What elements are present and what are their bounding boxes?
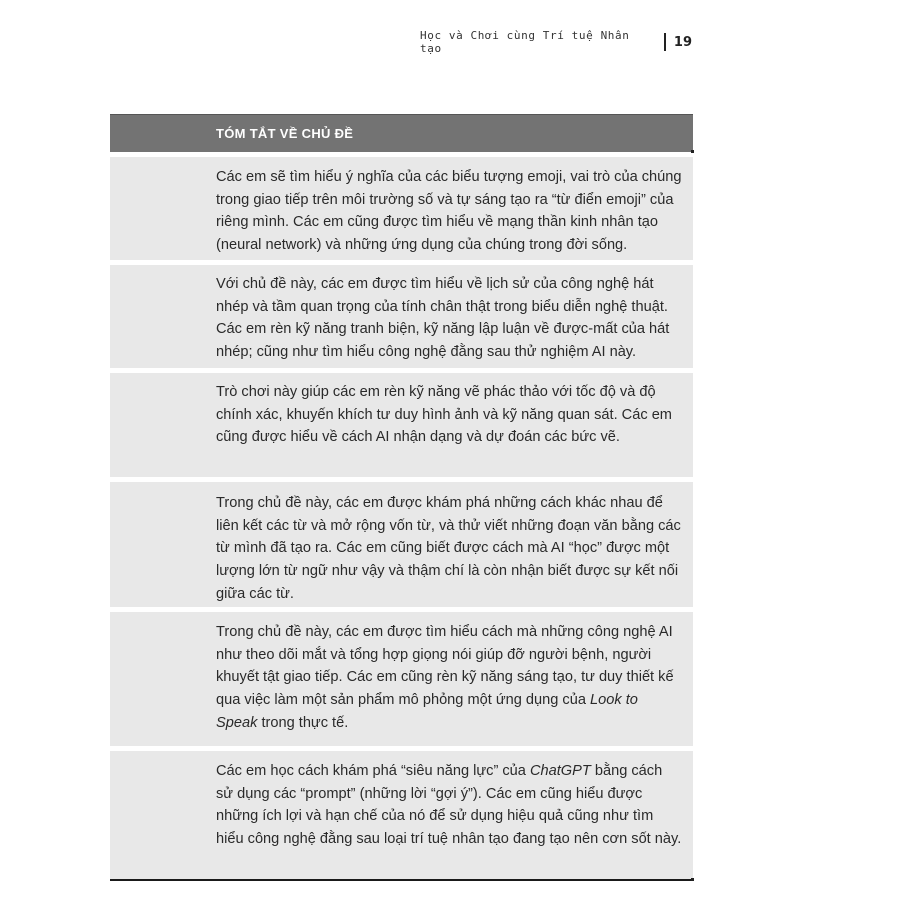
summary-row <box>110 751 693 879</box>
summary-row-text: Các em sẽ tìm hiểu ý nghĩa của các biểu tượng emoji, vai trò của chúng trong giao tiếp trên môi trường số và tự sáng tạo ra “từ điển emoji” của riêng mình. Các em cũng được tìm hiểu về mạng thần kinh nhân tạo (neural network) và những ứng dụng của chúng trong đời sống. <box>216 169 682 254</box>
summary-row <box>110 157 693 260</box>
header-corner-mark <box>691 150 694 153</box>
summary-row-text <box>216 760 683 851</box>
summary-row-text: Trong chủ đề này, các em được khám phá những cách khác nhau để liên kết các từ và mở rộng vốn từ, và thử viết những đoạn văn bằng các từ mình đã tạo ra. Các em cũng biết được cách mà AI “học” được một lượng lớn từ ngữ như vậy và thậm chí là còn nhận biết được sự kết nối giữa các từ. <box>216 495 681 602</box>
table-header <box>110 114 693 152</box>
table-header-title: TÓM TẮT VỀ CHỦ ĐỀ <box>216 126 354 141</box>
page-number: 19 <box>673 34 692 50</box>
running-header <box>420 29 692 55</box>
summary-row-text-part: trong thực tế. <box>257 714 349 731</box>
summary-row <box>110 373 693 477</box>
summary-row-text: Với chủ đề này, các em được tìm hiểu về lịch sử của công nghệ hát nhép và tầm quan trọng của tính chân thật trong biểu diễn nghệ thuật. Các em rèn kỹ năng tranh biện, kỹ năng lập luận về được-mất của hát nhép; cũng như tìm hiểu công nghệ đằng sau thử nghiệm AI này. <box>216 276 670 361</box>
summary-row <box>110 612 693 746</box>
summary-table <box>110 114 693 881</box>
footer-corner-mark <box>691 878 694 881</box>
summary-row <box>110 265 693 368</box>
summary-row-text-part: Trong chủ đề này, các em được tìm hiểu cách mà những công nghệ AI như theo dõi mắt và tổng hợp giọng nói giúp đỡ người bệnh, người khuyết tật giao tiếp. Các em cũng rèn kỹ năng sáng tạo, tư duy thiết kế qua việc làm một sản phẩm mô phỏng một ứng dụng của <box>216 624 674 709</box>
header-separator <box>664 33 666 51</box>
running-header-title: Học và Chơi cùng Trí tuệ Nhân tạo <box>420 29 630 55</box>
summary-row-text: Trò chơi này giúp các em rèn kỹ năng vẽ phác thảo với tốc độ và độ chính xác, khuyến khích tư duy hình ảnh và kỹ năng quan sát. Các em cũng được hiểu về cách AI nhận dạng và dự đoán các bức vẽ. <box>216 384 672 446</box>
summary-row-text <box>216 621 683 735</box>
summary-row-text-part: Các em học cách khám phá “siêu năng lực” của <box>216 763 530 779</box>
summary-row <box>110 482 693 607</box>
app-name-emphasis: Look to Speak <box>216 692 638 731</box>
product-name-emphasis: ChatGPT <box>529 763 591 779</box>
table-bottom-rule <box>110 879 693 881</box>
summary-row-text-part: bằng cách sử dụng các “prompt” (những lời “gợi ý”). Các em cũng hiểu được những ích lợi và hạn chế của nó để sử dụng hiệu quả cũng như tìm hiểu công nghệ đằng sau loại trí tuệ nhân tạo đang tạo nên cơn sốt này. <box>216 763 682 848</box>
